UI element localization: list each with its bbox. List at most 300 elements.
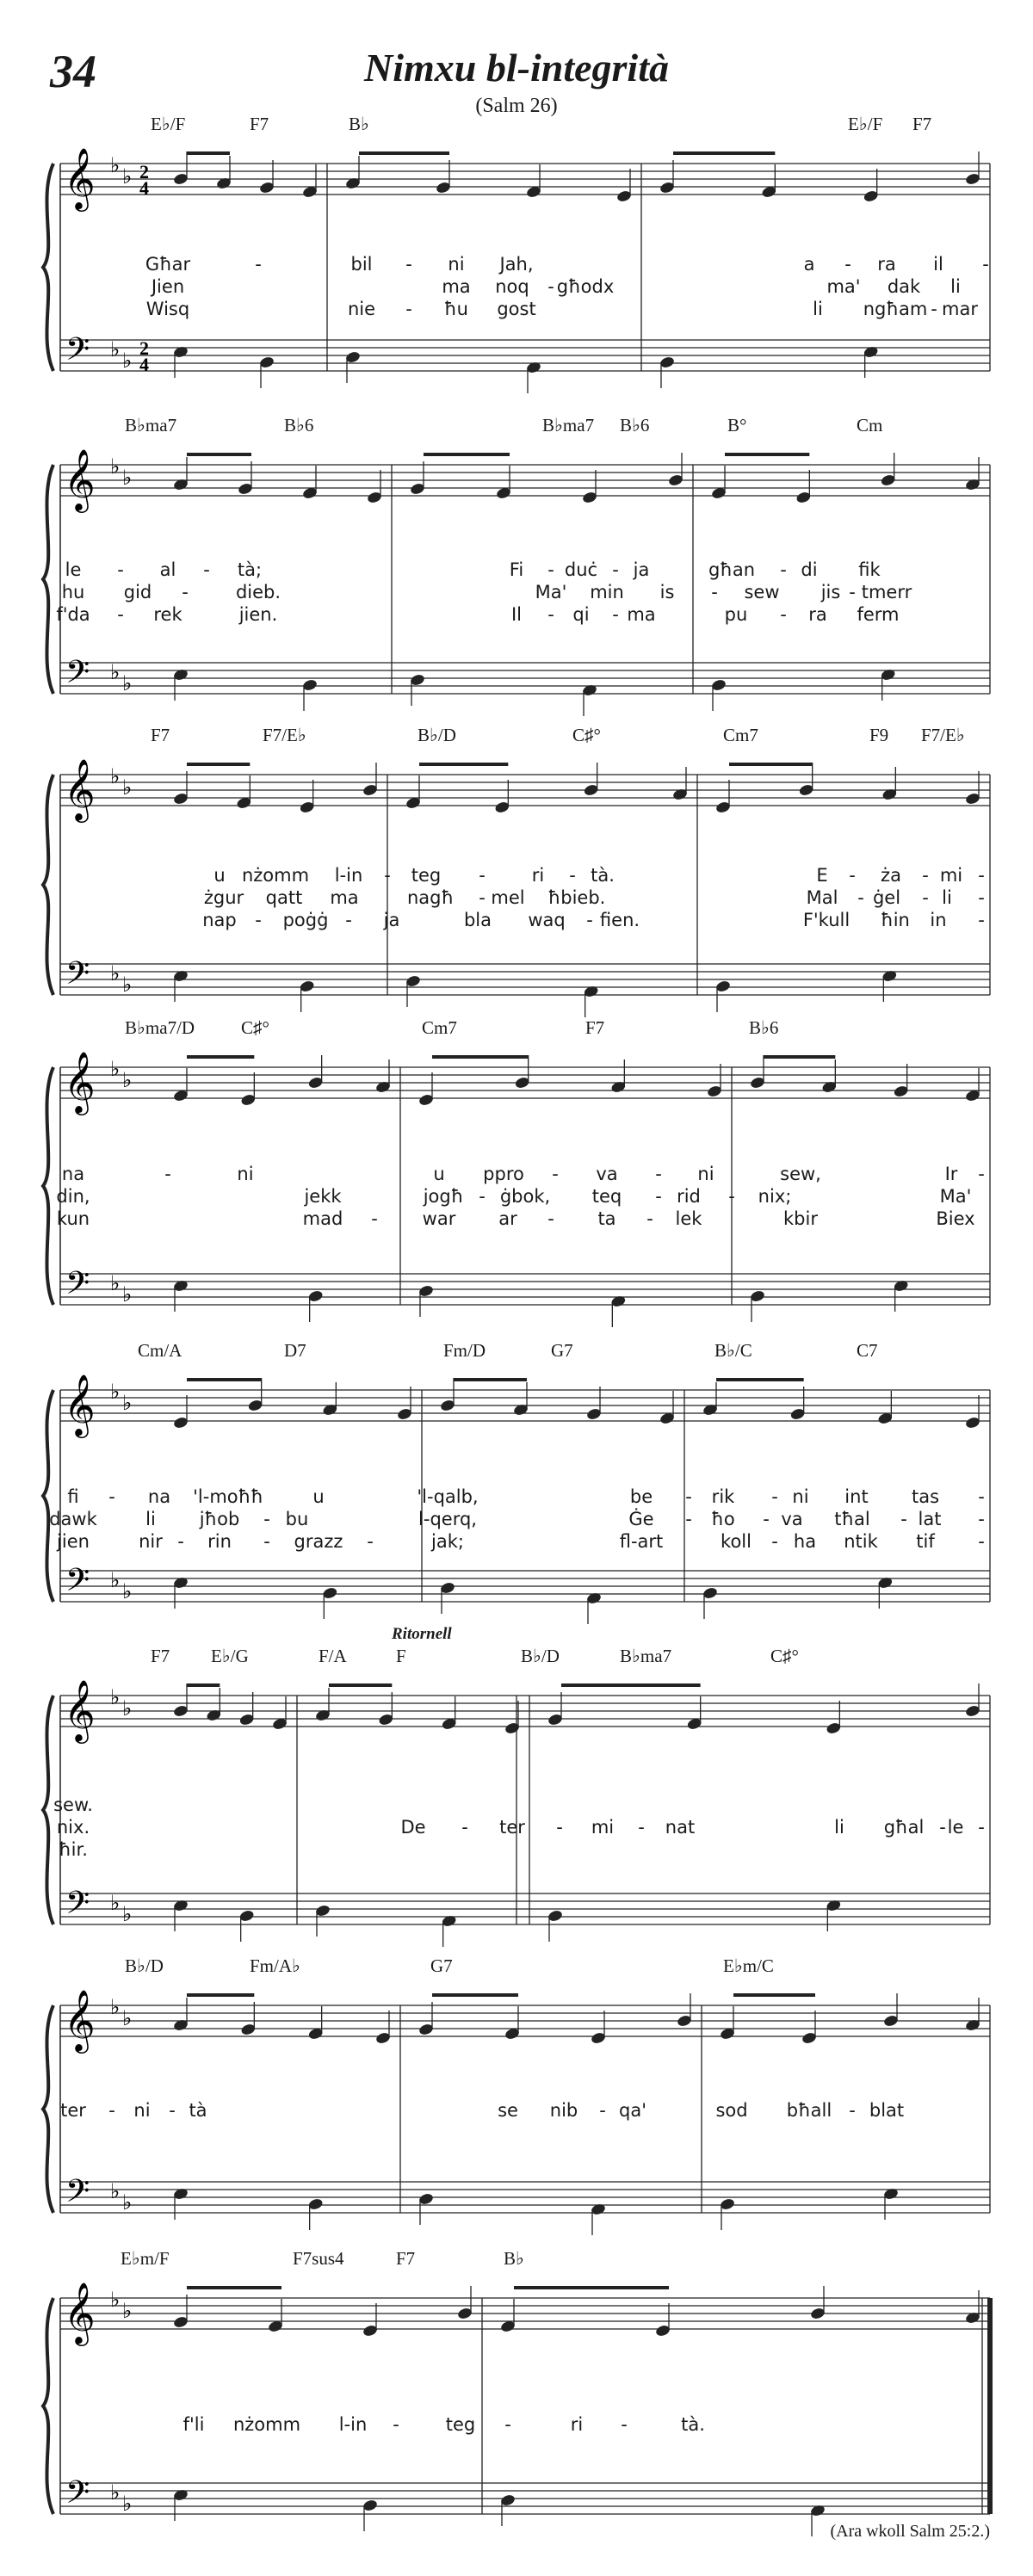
lyric-syllable: De [400, 1817, 426, 1838]
lyric-syllable: għal [883, 1817, 925, 1838]
lyric-syllable: Ma' [535, 582, 567, 602]
time-signature-top: 2 [139, 337, 149, 359]
footnote: (Ara wkoll Salm 25:2.) [830, 2522, 990, 2541]
lyric-syllable: jien [57, 1531, 90, 1552]
staff-graphics [0, 1356, 1033, 1614]
key-flat: ♭ [122, 1696, 133, 1720]
lyric-syllable: ni [792, 1486, 809, 1507]
syllable-hyphen: - [169, 2100, 176, 2121]
brace [43, 775, 53, 995]
lyric-syllable: din, [56, 1186, 90, 1207]
syllable-hyphen: - [479, 865, 486, 886]
ritornell-mark: Ritornell [392, 1625, 452, 1643]
lyric-syllable: dieb. [235, 582, 281, 602]
key-flat: ♭ [122, 2299, 133, 2323]
brace [43, 164, 53, 371]
lyric-syllable: lat [918, 1509, 942, 1529]
lyric-syllable: mad [302, 1208, 343, 1229]
lyric-syllable: lek [675, 1208, 702, 1229]
syllable-hyphen: - [922, 887, 929, 908]
syllable-hyphen: - [345, 910, 352, 930]
lyric-syllable: ja [383, 910, 400, 930]
lyric-syllable: li [942, 887, 952, 908]
lyric-syllable: ta [597, 1208, 616, 1229]
syllable-hyphen: - [780, 559, 787, 580]
lyric-syllable: jħob [199, 1509, 240, 1529]
lyric-syllable: war [422, 1208, 456, 1229]
lyric-syllable: E [816, 865, 828, 886]
syllable-hyphen: - [164, 1164, 171, 1184]
lyric-syllable: rin [207, 1531, 232, 1552]
key-flat: ♭ [122, 1391, 133, 1415]
chord-symbol: B♭6 [749, 1017, 779, 1038]
lyric-syllable: Jien [151, 276, 185, 297]
syllable-hyphen: - [982, 254, 989, 275]
music-system [0, 415, 1033, 706]
chord-symbol: C♯° [770, 1646, 799, 1666]
syllable-hyphen: - [547, 559, 554, 580]
time-signature-top: 2 [139, 161, 149, 182]
syllable-hyphen: - [547, 1208, 554, 1229]
music-system [0, 114, 1033, 387]
chord-symbol: Fm/D [443, 1340, 486, 1361]
chord-symbol: E♭/F [848, 114, 883, 134]
bass-clef: 𝄢 [65, 955, 90, 999]
lyric-syllable: a [803, 254, 815, 275]
syllable-hyphen: - [569, 865, 576, 886]
lyric-syllable: teq [591, 1186, 622, 1207]
chord-symbol: B♭ [504, 2248, 524, 2269]
lyric-syllable: mi [591, 1817, 615, 1838]
music-system [0, 1017, 1033, 1317]
chord-symbol: B♭6 [284, 415, 314, 436]
chord-symbol: F7/E♭ [921, 725, 965, 745]
key-flat: ♭ [110, 2480, 121, 2505]
music-system [0, 725, 1033, 999]
lyric-syllable: fl-art [619, 1531, 664, 1552]
lyric-syllable: tà; [237, 559, 263, 580]
syllable-hyphen: - [763, 1509, 770, 1529]
syllable-hyphen: - [461, 1817, 468, 1838]
lyric-syllable: jak; [431, 1531, 464, 1552]
key-flat: ♭ [110, 1891, 121, 1915]
lyric-syllable: waq [528, 910, 566, 930]
syllable-hyphen: - [405, 299, 412, 319]
lyric-syllable: l-in [338, 2414, 368, 2435]
lyric-syllable: teg [445, 2414, 476, 2435]
lyric-syllable: u [312, 1486, 325, 1507]
syllable-hyphen: - [728, 1186, 735, 1207]
chord-symbol: C♯° [572, 725, 601, 745]
syllable-hyphen: - [479, 887, 486, 908]
lyric-syllable: ħin [881, 910, 910, 930]
syllable-hyphen: - [263, 1509, 270, 1529]
syllable-hyphen: - [978, 865, 985, 886]
lyric-syllable: le [947, 1817, 964, 1838]
lyric-syllable: ħo [711, 1509, 735, 1529]
lyric-syllable: tħal [834, 1509, 870, 1529]
lyric-syllable: mel [491, 887, 525, 908]
lyric-syllable: sew, [780, 1164, 821, 1184]
lyric-syllable: poġġ [282, 910, 329, 930]
syllable-hyphen: - [900, 1509, 907, 1529]
chord-symbol: B♭6 [620, 415, 650, 436]
syllable-hyphen: - [978, 1486, 985, 1507]
syllable-hyphen: - [978, 910, 985, 930]
key-flat: ♭ [122, 1068, 133, 1092]
lyric-syllable: min [590, 582, 624, 602]
lyric-syllable: tà. [591, 865, 615, 886]
lyric-syllable: rid [677, 1186, 701, 1207]
syllable-hyphen: - [621, 2414, 628, 2435]
syllable-hyphen: - [586, 910, 593, 930]
treble-clef: 𝄞 [64, 2281, 96, 2344]
syllable-hyphen: - [255, 254, 262, 275]
lyric-syllable: li [834, 1817, 844, 1838]
syllable-hyphen: - [547, 276, 554, 297]
chord-symbol: D7 [284, 1340, 306, 1361]
key-flat: ♭ [110, 1380, 121, 1404]
key-flat: ♭ [122, 1282, 133, 1307]
key-flat: ♭ [110, 1685, 121, 1709]
time-signature-bottom: 4 [139, 354, 149, 375]
lyric-syllable: il [933, 254, 943, 275]
lyric-syllable: noq [495, 276, 529, 297]
lyric-syllable: Ma' [939, 1186, 972, 1207]
lyric-syllable: jis [820, 582, 841, 602]
key-flat: ♭ [110, 660, 121, 684]
lyric-syllable: 'l-moħħ [193, 1486, 263, 1507]
lyric-syllable: ħbieb. [547, 887, 606, 908]
key-flat: ♭ [122, 671, 133, 695]
song-subtitle: (Salm 26) [475, 95, 558, 117]
lyric-syllable: rik [711, 1486, 735, 1507]
chord-symbol: Fm/A♭ [250, 1955, 300, 1976]
lyric-syllable: fi [67, 1486, 79, 1507]
chord-symbol: Cm7 [723, 725, 758, 745]
brace [43, 1067, 53, 1305]
treble-clef: 𝄞 [64, 146, 96, 209]
key-flat: ♭ [122, 164, 133, 188]
key-flat: ♭ [110, 1271, 121, 1295]
key-flat: ♭ [110, 2179, 121, 2203]
syllable-hyphen: - [685, 1486, 692, 1507]
lyric-syllable: qa' [619, 2100, 646, 2121]
syllable-hyphen: - [978, 1531, 985, 1552]
syllable-hyphen: - [263, 1531, 270, 1552]
lyric-syllable: nix; [758, 1186, 792, 1207]
lyric-syllable: koll [721, 1531, 752, 1552]
key-flat: ♭ [110, 454, 121, 479]
key-flat: ♭ [122, 2006, 133, 2030]
lyric-syllable: mar [942, 299, 978, 319]
syllable-hyphen: - [117, 559, 124, 580]
chord-symbol: B♭ma7 [125, 415, 177, 436]
lyric-syllable: na [61, 1164, 85, 1184]
lyric-syllable: żgur [203, 887, 244, 908]
music-system [0, 1625, 1033, 1937]
lyric-syllable: nagħ [406, 887, 455, 908]
page-number: 34 [50, 46, 96, 97]
key-flat: ♭ [122, 775, 133, 800]
lyric-syllable: teg [411, 865, 442, 886]
brace [43, 2298, 53, 2514]
chord-symbol: C♯° [241, 1017, 269, 1038]
lyric-syllable: Fi [509, 559, 524, 580]
lyric-syllable: duċ [564, 559, 598, 580]
lyric-syllable: ni [133, 2100, 151, 2121]
syllable-hyphen: - [771, 1531, 778, 1552]
brace [43, 465, 53, 694]
staff-graphics [0, 740, 1033, 998]
lyric-syllable: al [159, 559, 176, 580]
key-flat: ♭ [110, 1568, 121, 1592]
time-signature-bottom: 4 [139, 177, 149, 199]
chord-symbol: B♭ma7 [542, 415, 595, 436]
syllable-hyphen: - [939, 1817, 946, 1838]
key-flat: ♭ [122, 2492, 133, 2516]
chord-symbol: F/A [319, 1646, 347, 1666]
lyric-syllable: nir [139, 1531, 163, 1552]
syllable-hyphen: - [108, 1486, 115, 1507]
lyric-syllable: tmerr [861, 582, 912, 602]
lyric-syllable: in [930, 910, 947, 930]
syllable-hyphen: - [117, 604, 124, 625]
chord-symbol: F7 [396, 2248, 416, 2269]
syllable-hyphen: - [771, 1486, 778, 1507]
lyric-syllable: jekk [304, 1186, 342, 1207]
lyric-syllable: bu [285, 1509, 309, 1529]
chord-symbol: C7 [857, 1340, 878, 1361]
bass-clef: 𝄢 [65, 1562, 90, 1606]
lyric-syllable: ppro [483, 1164, 524, 1184]
lyric-syllable: sew [744, 582, 780, 602]
syllable-hyphen: - [612, 604, 619, 625]
brace [43, 1696, 53, 1924]
chord-symbol: Cm7 [422, 1017, 457, 1038]
lyric-syllable: ngħam [863, 299, 928, 319]
chord-symbol: B♭/D [521, 1646, 560, 1666]
brace [43, 2005, 53, 2213]
treble-clef: 𝄞 [64, 1373, 96, 1436]
chord-symbol: B♭/C [714, 1340, 752, 1361]
lyric-syllable: be [629, 1486, 653, 1507]
lyric-syllable: nat [665, 1817, 696, 1838]
lyric-syllable: pu [724, 604, 748, 625]
syllable-hyphen: - [552, 1164, 559, 1184]
key-flat: ♭ [110, 153, 121, 177]
syllable-hyphen: - [638, 1817, 645, 1838]
lyric-syllable: kun [56, 1208, 90, 1229]
lyric-syllable: gid [123, 582, 152, 602]
music-system [0, 1955, 1033, 2229]
lyric-syllable: se [498, 2100, 518, 2121]
syllable-hyphen: - [504, 2414, 511, 2435]
chord-symbol: E♭/G [211, 1646, 249, 1666]
key-flat: ♭ [110, 1995, 121, 2019]
syllable-hyphen: - [367, 1531, 374, 1552]
lyric-syllable: na [147, 1486, 171, 1507]
syllable-hyphen: - [599, 2100, 606, 2121]
syllable-hyphen: - [612, 559, 619, 580]
lyric-syllable: żа [881, 865, 901, 886]
syllable-hyphen: - [978, 887, 985, 908]
chord-symbol: Cm/A [138, 1340, 182, 1361]
lyric-syllable: jien. [238, 604, 278, 625]
syllable-hyphen: - [405, 254, 412, 275]
chord-symbol: F7 [151, 725, 170, 745]
lyric-syllable: ma [627, 604, 656, 625]
song-title: Nimxu bl-integrità [364, 46, 669, 90]
lyric-syllable: di [801, 559, 818, 580]
lyric-syllable: tif [916, 1531, 935, 1552]
treble-clef: 𝄞 [64, 757, 96, 820]
syllable-hyphen: - [393, 2414, 399, 2435]
lyric-syllable: bla [463, 910, 492, 930]
key-flat: ♭ [122, 1579, 133, 1603]
lyric-syllable: Biex [936, 1208, 975, 1229]
lyric-syllable: għodx [556, 276, 615, 297]
lyric-syllable: fien. [599, 910, 640, 930]
lyric-syllable: li [950, 276, 961, 297]
lyric-syllable: fik [858, 559, 881, 580]
lyric-syllable: ntik [844, 1531, 878, 1552]
key-flat: ♭ [110, 764, 121, 788]
lyric-syllable: bħall [786, 2100, 832, 2121]
staff-graphics [0, 2264, 1033, 2522]
syllable-hyphen: - [177, 1531, 184, 1552]
lyric-syllable: nib [549, 2100, 578, 2121]
lyric-syllable: blat [869, 2100, 905, 2121]
lyric-syllable: l-in [334, 865, 363, 886]
lyric-syllable: ar [498, 1208, 517, 1229]
lyric-syllable: Ġe [628, 1509, 654, 1529]
lyric-syllable: f'li [182, 2414, 205, 2435]
lyric-syllable: nżomm [241, 865, 310, 886]
chord-symbol: E♭/F [151, 114, 186, 134]
syllable-hyphen: - [655, 1164, 662, 1184]
lyric-syllable: nżomm [232, 2414, 301, 2435]
chord-symbol: G7 [551, 1340, 573, 1361]
treble-clef: 𝄞 [64, 1050, 96, 1113]
lyric-syllable: ter [499, 1817, 525, 1838]
syllable-hyphen: - [978, 1509, 985, 1529]
syllable-hyphen: - [844, 254, 851, 275]
chord-symbol: F [396, 1646, 406, 1666]
lyric-syllable: ma [330, 887, 359, 908]
key-flat: ♭ [122, 349, 133, 373]
lyric-syllable: kbir [783, 1208, 818, 1229]
lyric-syllable: ter [60, 2100, 86, 2121]
syllable-hyphen: - [547, 604, 554, 625]
chord-symbol: B♭ma7 [620, 1646, 672, 1666]
syllable-hyphen: - [479, 1186, 486, 1207]
lyric-syllable: Il [510, 604, 523, 625]
lyric-syllable: nap [202, 910, 237, 930]
lyric-syllable: jogħ [423, 1186, 464, 1207]
chord-symbol: F7 [912, 114, 932, 134]
lyric-syllable: bil [350, 254, 373, 275]
chord-symbol: E♭m/F [121, 2248, 170, 2269]
bass-clef: 𝄢 [65, 654, 90, 698]
lyric-syllable: le [65, 559, 82, 580]
lyric-syllable: Ir [944, 1164, 958, 1184]
bass-clef: 𝄢 [65, 1885, 90, 1929]
lyric-syllable: u [433, 1164, 445, 1184]
syllable-hyphen: - [646, 1208, 653, 1229]
syllable-hyphen: - [685, 1509, 692, 1529]
lyric-syllable: Għar [145, 254, 191, 275]
syllable-hyphen: - [857, 887, 864, 908]
chord-symbol: B♭ [349, 114, 369, 134]
lyric-syllable: għan [708, 559, 756, 580]
lyric-syllable: hu [61, 582, 85, 602]
lyric-syllable: sod [715, 2100, 748, 2121]
lyric-syllable: Mal [806, 887, 838, 908]
lyric-syllable: int [844, 1486, 869, 1507]
chord-symbol: E♭m/C [723, 1955, 774, 1976]
chord-symbol: B♭/D [125, 1955, 164, 1976]
syllable-hyphen: - [203, 559, 210, 580]
key-flat: ♭ [122, 1902, 133, 1926]
lyric-syllable: va [596, 1164, 618, 1184]
chord-symbol: B° [727, 415, 747, 436]
lyric-syllable: ni [697, 1164, 714, 1184]
lyric-syllable: li [813, 299, 823, 319]
bass-clef: 𝄢 [65, 331, 90, 375]
lyric-syllable: tà [189, 2100, 207, 2121]
lyric-syllable: ri [531, 865, 545, 886]
lyric-syllable: sew. [53, 1795, 93, 1815]
lyric-syllable: Jah, [499, 254, 534, 275]
lyric-syllable: ha [793, 1531, 817, 1552]
syllable-hyphen: - [931, 299, 937, 319]
syllable-hyphen: - [655, 1186, 662, 1207]
lyric-syllable: qi [572, 604, 590, 625]
key-flat: ♭ [122, 2190, 133, 2215]
lyric-syllable: 'l-qalb, [417, 1486, 479, 1507]
brace [43, 1390, 53, 1602]
music-system [0, 1340, 1033, 1614]
syllable-hyphen: - [849, 865, 856, 886]
lyric-syllable: ħu [444, 299, 468, 319]
chord-symbol: F7sus4 [293, 2248, 344, 2269]
lyric-syllable: ra [808, 604, 827, 625]
lyric-syllable: ra [877, 254, 896, 275]
staff-graphics [0, 1661, 1033, 1937]
syllable-hyphen: - [711, 582, 718, 602]
lyric-syllable: f'da [56, 604, 90, 625]
lyric-syllable: va [781, 1509, 803, 1529]
syllable-hyphen: - [255, 910, 262, 930]
bass-clef: 𝄢 [65, 2173, 90, 2217]
lyric-syllable: tas [911, 1486, 940, 1507]
lyric-syllable: mi [939, 865, 963, 886]
chord-symbol: F7 [250, 114, 269, 134]
syllable-hyphen: - [849, 582, 856, 602]
lyric-syllable: qatt [265, 887, 303, 908]
lyric-syllable: rek [153, 604, 182, 625]
lyric-syllable: ma' [826, 276, 861, 297]
syllable-hyphen: - [556, 1817, 563, 1838]
key-flat: ♭ [110, 1057, 121, 1081]
lyric-syllable: ri [570, 2414, 584, 2435]
lyric-syllable: u [213, 865, 226, 886]
treble-clef: 𝄞 [64, 1988, 96, 2051]
syllable-hyphen: - [384, 865, 391, 886]
chord-symbol: G7 [430, 1955, 453, 1976]
lyric-syllable: li [145, 1509, 156, 1529]
